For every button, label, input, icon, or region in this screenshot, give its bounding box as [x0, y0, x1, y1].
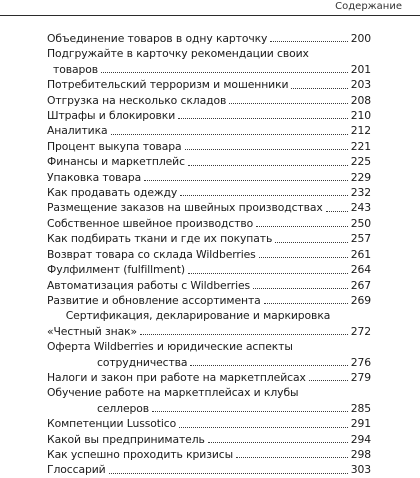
- toc-entry-title: Налоги и закон при работе на маркетплейсах: [47, 370, 306, 384]
- toc-entry-row: [47, 62, 371, 77]
- dot-leader: [275, 242, 347, 243]
- dot-leader: [256, 226, 348, 227]
- toc-entry-row: [47, 447, 371, 462]
- toc-page-number: 225: [350, 155, 371, 169]
- running-head: Содержание: [335, 1, 402, 12]
- toc-page-number: 200: [350, 32, 371, 45]
- toc-entry: [47, 31, 371, 46]
- dot-leader: [326, 211, 348, 212]
- toc-page-number: 303: [350, 463, 371, 477]
- dot-leader: [152, 411, 348, 412]
- toc-entry-title: Потребительский терроризм и мошенники: [47, 78, 289, 92]
- dot-leader: [140, 334, 348, 335]
- toc-entry: [47, 293, 371, 308]
- toc-entry-title: Упаковка товара: [47, 170, 142, 184]
- toc-entry-title: Отгрузка на несколько складов: [47, 93, 227, 107]
- toc-entry: [47, 462, 371, 477]
- toc-page-number: 294: [350, 432, 371, 446]
- toc-entry-row: [47, 185, 371, 200]
- toc-entry-row: [47, 77, 371, 92]
- toc-entry-title: Компетенции Lussotico: [47, 417, 177, 431]
- toc-entry-row: [47, 216, 371, 231]
- toc-entry: [47, 432, 371, 447]
- toc-entry-title: Как успешно проходить кризисы: [47, 447, 234, 461]
- dot-leader: [179, 427, 348, 428]
- dot-leader: [236, 457, 348, 458]
- toc-entry-title: Развитие и обновление ассортимента: [47, 293, 261, 307]
- toc-entry-row: [47, 355, 371, 370]
- toc-entry: [47, 200, 371, 215]
- toc-entry-row: [47, 401, 371, 416]
- dot-leader: [208, 442, 348, 443]
- toc-entry-title: Размещение заказов на швейных производствах: [47, 201, 323, 215]
- toc-entry: [47, 447, 371, 462]
- toc-page-number: 264: [350, 263, 371, 277]
- toc-entry-row: [47, 139, 371, 154]
- toc-entry: [47, 93, 371, 108]
- dot-leader: [178, 118, 348, 119]
- toc-entry-row: [47, 123, 371, 138]
- toc-entry-title: Собственное швейное производство: [47, 216, 254, 230]
- toc-entry-row: [47, 31, 371, 46]
- toc-entry-row: [47, 170, 371, 185]
- toc-entry-row: [47, 462, 371, 477]
- toc-entry-title: сотрудничества: [97, 355, 188, 369]
- toc-page-number: 279: [350, 370, 371, 384]
- toc-entry-row: [47, 416, 371, 431]
- toc-entry: [47, 139, 371, 154]
- toc-entry-row: [47, 93, 371, 108]
- header-rule: [0, 15, 420, 16]
- dot-leader: [185, 149, 348, 150]
- toc-entry: [47, 308, 371, 339]
- toc-entry-title: Какой вы предприниматель: [47, 432, 205, 446]
- dot-leader: [253, 288, 348, 289]
- toc-entry: [47, 123, 371, 138]
- dot-leader: [101, 72, 348, 73]
- toc-entry: [47, 77, 371, 92]
- toc-entry: [47, 262, 371, 277]
- toc-entry-row: [47, 200, 371, 215]
- dot-leader: [109, 473, 348, 474]
- toc-entry: [47, 46, 371, 77]
- dot-leader: [188, 165, 348, 166]
- toc-entry: [47, 108, 371, 123]
- toc-page-number: 208: [350, 93, 371, 107]
- toc-entry-row: [47, 154, 371, 169]
- toc-entry-title: Объединение товаров в одну карточку: [47, 32, 268, 45]
- toc-entry-title: Фулфилмент (fulfillment): [47, 263, 186, 277]
- toc-entry-row: [47, 262, 371, 277]
- toc-page-number: 243: [350, 201, 371, 215]
- toc-page-number: 229: [350, 170, 371, 184]
- toc-entry-title: Автоматизация работы с Wildberries: [47, 278, 251, 292]
- dot-leader: [144, 180, 348, 181]
- toc-entry: [47, 339, 371, 370]
- toc-page-number: 269: [350, 293, 371, 307]
- toc-page-number: 276: [350, 355, 371, 369]
- toc-entry-title: Глоссарий: [47, 463, 106, 477]
- toc-entry-row: [47, 293, 371, 308]
- toc-entry-row: [47, 278, 371, 293]
- dot-leader: [309, 380, 348, 381]
- dot-leader: [229, 103, 347, 104]
- dot-leader: [259, 257, 348, 258]
- toc-entry: [47, 416, 371, 431]
- toc-page-number: 232: [350, 186, 371, 200]
- toc-entry-title: товаров: [53, 62, 98, 76]
- toc-entry-title: Штрафы и блокировки: [47, 109, 176, 123]
- toc-entry-title-line: Подгружайте в карточку рекомендации своих: [47, 47, 309, 61]
- toc-entry: [47, 385, 371, 416]
- toc-page-number: 261: [350, 247, 371, 261]
- dot-leader: [190, 365, 347, 366]
- toc-entry-title: Как продавать одежду: [47, 186, 178, 200]
- toc-entry: [47, 247, 371, 262]
- toc-entry-row: [47, 108, 371, 123]
- toc-page-number: 298: [350, 447, 371, 461]
- toc-entry-row: [47, 247, 371, 262]
- toc-entry-title: Финансы и маркетплейс: [47, 155, 185, 169]
- dot-leader: [180, 195, 347, 196]
- toc-page-number: 285: [350, 401, 371, 415]
- toc-entry-title: Как подбирать ткани и где их покупать: [47, 232, 273, 246]
- toc-page-number: 212: [350, 124, 371, 138]
- toc-entry-title: Процент выкупа товара: [47, 139, 182, 153]
- toc-page-number: 221: [350, 139, 371, 153]
- dot-leader: [291, 88, 347, 89]
- toc-entry: [47, 278, 371, 293]
- toc-entry: [47, 185, 371, 200]
- toc-entry: [47, 216, 371, 231]
- toc-entry-title: Возврат товара со склада Wildberries: [47, 247, 256, 261]
- toc-page-number: 272: [350, 324, 371, 338]
- toc-entry-title-line: Сертификация, декларирование и маркировка: [65, 309, 331, 323]
- dot-leader: [270, 41, 347, 42]
- toc-entry-title-line: Обучение работе на маркетплейсах и клубы: [47, 386, 299, 400]
- dot-leader: [188, 273, 348, 274]
- toc-entry-row: [47, 231, 371, 246]
- toc-page-number: 257: [350, 232, 371, 246]
- dot-leader: [264, 303, 348, 304]
- toc-page-number: 210: [350, 109, 371, 123]
- table-of-contents: [47, 31, 371, 478]
- toc-entry-row: [47, 324, 371, 339]
- toc-entry: [47, 170, 371, 185]
- dot-leader: [111, 134, 348, 135]
- toc-page-number: 267: [350, 278, 371, 292]
- toc-entry-title: «Честный знак»: [47, 324, 138, 338]
- toc-page-number: 201: [350, 62, 371, 76]
- toc-page-number: 250: [350, 216, 371, 230]
- toc-entry: [47, 231, 371, 246]
- toc-entry: [47, 154, 371, 169]
- toc-page-number: 291: [350, 417, 371, 431]
- toc-entry-title-line: Оферта Wildberries и юридические аспекты: [47, 340, 293, 354]
- toc-entry-title: Аналитика: [47, 124, 108, 138]
- toc-page-number: 203: [350, 78, 371, 92]
- toc-entry-row: [47, 432, 371, 447]
- toc-entry-title: селлеров: [97, 401, 150, 415]
- toc-entry-row: [47, 370, 371, 385]
- toc-entry: [47, 370, 371, 385]
